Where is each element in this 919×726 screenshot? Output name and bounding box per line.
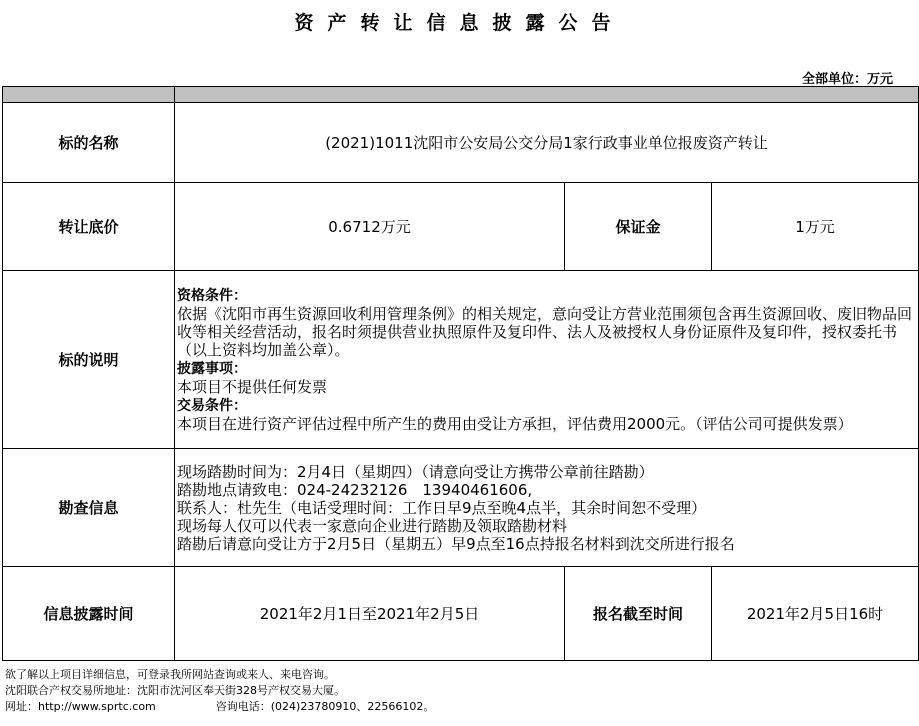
price-label: 转让底价 (3, 183, 175, 271)
table-row (3, 103, 919, 183)
disclosure-table (2, 86, 919, 661)
deadline-label: 报名截至时间 (565, 567, 712, 661)
table-row (3, 183, 919, 271)
price-value: 0.6712万元 (175, 183, 565, 271)
name-value: (2021)1011沈阳市公安局公交分局1家行政事业单位报废资产转让 (175, 103, 919, 183)
inspection-label: 勘查信息 (3, 449, 175, 567)
trade-title: 交易条件： (177, 398, 247, 414)
inspection-line: 踏勘后请意向受让方于2月5日（星期五）早9点至16点持报名材料到沈交所进行报名 (177, 534, 735, 553)
footer-line: 沈阳联合产权交易所地址：沈阳市沈河区奉天街328号产权交易大厦。 (5, 684, 345, 697)
name-label: 标的名称 (3, 103, 175, 183)
period-value: 2021年2月1日至2021年2月5日 (175, 567, 565, 661)
description-content (175, 271, 919, 449)
footer-line: 欲了解以上项目详细信息，可登录我所网站查询或来人、来电咨询。 (5, 668, 335, 681)
website-link[interactable]: 网址：http://www.sprtc.com (5, 700, 156, 713)
deposit-value: 1万元 (712, 183, 919, 271)
qualification-text: 依据《沈阳市再生资源回收利用管理条例》的相关规定，意向受让方营业范围须包含再生资源回收、废旧物品回收等相关经营活动，报名时须提供营业执照原件及复印件、法人及被授权人身份证原件及复印件，授权委托书（以上资料均加盖公章）。 (177, 305, 913, 359)
inspection-line: 现场每人仅可以代表一家意向企业进行踏勘及领取踏勘材料 (177, 516, 568, 535)
inspection-line: 踏勘地点请致电：024-24232126 13940461606, (177, 480, 533, 499)
table-row (3, 449, 919, 567)
inspection-line: 现场踏勘时间为：2月4日（星期四）（请意向受让方携带公章前往踏勘） (177, 462, 654, 481)
period-label: 信息披露时间 (3, 567, 175, 661)
table-row (3, 567, 919, 661)
inspection-line: 联系人：杜先生（电话受理时间：工作日早9点至晚4点半，其余时间恕不受理） (177, 498, 707, 517)
deadline-value: 2021年2月5日16时 (712, 567, 919, 661)
description-label: 标的说明 (3, 271, 175, 449)
deposit-label: 保证金 (565, 183, 712, 271)
page-title: 资产转让信息披露公告 (294, 12, 625, 34)
header-cell (175, 87, 919, 103)
inspection-content (175, 449, 919, 567)
disclosure-text: 本项目不提供任何发票 (177, 378, 328, 396)
header-row (3, 87, 919, 103)
phone-text: 咨询电话：(024)23780910、22566102。 (215, 700, 435, 713)
disclosure-title: 披露事项： (177, 361, 247, 377)
header-cell (3, 87, 175, 103)
footer (5, 667, 434, 715)
qualification-title: 资格条件： (177, 288, 247, 304)
table-row (3, 271, 919, 449)
trade-text: 本项目在进行资产评估过程中所产生的费用由受让方承担，评估费用2000元。（评估公司可提供发票） (177, 415, 853, 433)
unit-label: 全部单位：万元 (801, 72, 893, 87)
